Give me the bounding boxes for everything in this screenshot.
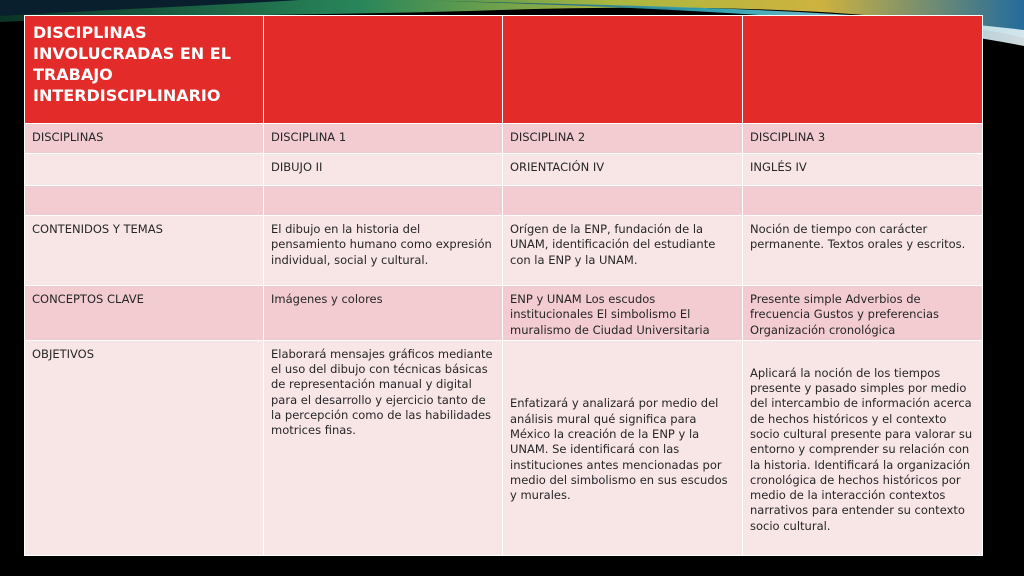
table-row bbox=[25, 186, 983, 216]
table-cell: Imágenes y colores bbox=[264, 286, 503, 341]
table-row bbox=[25, 286, 983, 341]
row-label: OBJETIVOS bbox=[25, 340, 264, 555]
row-label bbox=[25, 186, 264, 216]
table-cell: Aplicará la noción de los tiempos presente y pasado simples por medio del intercambio de información acerca de hechos históricos y el contexto socio cultural presente para valorar su entorno y comprender su relación con la historia. Identificará la organización cronológica de hechos históricos por medio de la interacción contextos narrativos para entender su contexto socio cultural. bbox=[743, 340, 983, 555]
row-label: DISCIPLINAS bbox=[25, 124, 264, 154]
table-cell: El dibujo en la historia del pensamiento humano como expresión individual, social y cultural. bbox=[264, 216, 503, 286]
table-cell: Enfatizará y analizará por medio del análisis mural qué significa para México la creación de la ENP y la UNAM. Se identificará con las instituciones antes mencionadas por medio del simbolismo en sus escudos y murales. bbox=[503, 340, 743, 555]
table-row bbox=[25, 340, 983, 555]
table-cell bbox=[264, 186, 503, 216]
table-cell: Presente simple Adverbios de frecuencia Gustos y preferencias Organización cronológica bbox=[743, 286, 983, 341]
header-cell bbox=[743, 16, 983, 124]
table-cell: Orígen de la ENP, fundación de la UNAM, identificación del estudiante con la ENP y la UNAM. bbox=[503, 216, 743, 286]
table-cell: ENP y UNAM Los escudos institucionales El simbolismo El muralismo de Ciudad Universitaria bbox=[503, 286, 743, 341]
table-cell bbox=[743, 186, 983, 216]
table-row bbox=[25, 154, 983, 186]
table-cell: Noción de tiempo con carácter permanente. Textos orales y escritos. bbox=[743, 216, 983, 286]
table-row bbox=[25, 124, 983, 154]
table-row bbox=[25, 216, 983, 286]
header-cell bbox=[264, 16, 503, 124]
header-cell bbox=[503, 16, 743, 124]
table-cell: Elaborará mensajes gráficos mediante el uso del dibujo con técnicas básicas de representación manual y digital para el desarrollo y ejercicio tanto de la percepción como de las habilidades motrices finas. bbox=[264, 340, 503, 555]
table-cell: ORIENTACIÓN IV bbox=[503, 154, 743, 186]
row-label: CONTENIDOS Y TEMAS bbox=[25, 216, 264, 286]
table-cell: DISCIPLINA 2 bbox=[503, 124, 743, 154]
table-cell: INGLÉS IV bbox=[743, 154, 983, 186]
row-label: CONCEPTOS CLAVE bbox=[25, 286, 264, 341]
table-cell: DISCIPLINA 1 bbox=[264, 124, 503, 154]
row-label bbox=[25, 154, 264, 186]
table-header-row bbox=[25, 16, 983, 124]
disciplines-table bbox=[24, 15, 983, 556]
table-cell bbox=[503, 186, 743, 216]
table-cell: DISCIPLINA 3 bbox=[743, 124, 983, 154]
table-cell: DIBUJO II bbox=[264, 154, 503, 186]
table-title: DISCIPLINAS INVOLUCRADAS EN EL TRABAJO INTERDISCIPLINARIO bbox=[25, 16, 264, 124]
